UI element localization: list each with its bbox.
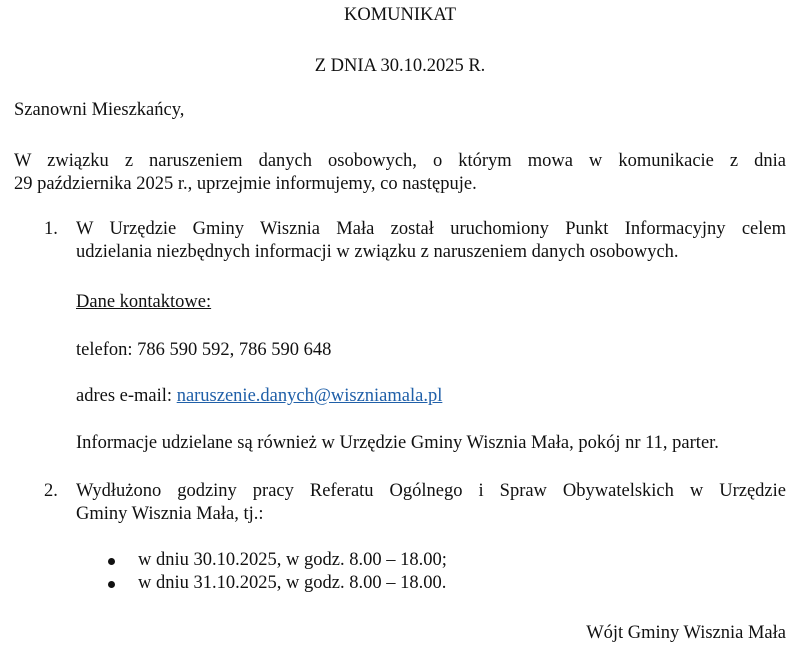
intro-line-2: 29 października 2025 r., uprzejmie informujemy, co następuje. bbox=[14, 174, 477, 194]
item-2-line-2: Gminy Wisznia Mała, tj.: bbox=[76, 504, 264, 524]
document-title: KOMUNIKAT bbox=[343, 5, 457, 25]
document-date: Z DNIA 30.10.2025 R. bbox=[314, 56, 486, 76]
intro-line-1: W związku z naruszeniem danych osobowych, o którym mowa w komunikacie z dnia bbox=[14, 151, 786, 171]
greeting: Szanowni Mieszkańcy, bbox=[14, 100, 185, 120]
contact-heading: Dane kontaktowe: bbox=[76, 292, 212, 312]
bullet-icon bbox=[108, 581, 115, 588]
item-1-line-1: W Urzędzie Gminy Wisznia Mała został uruchomiony Punkt Informacyjny celem bbox=[76, 219, 786, 239]
list-number-1: 1. bbox=[44, 219, 58, 239]
bullet-icon bbox=[108, 558, 115, 565]
info-line: Informacje udzielane są również w Urzędzie Gminy Wisznia Mała, pokój nr 11, parter. bbox=[76, 433, 719, 453]
item-1-line-2: udzielania niezbędnych informacji w związku z naruszeniem danych osobowych. bbox=[76, 242, 679, 262]
contact-email-row bbox=[76, 385, 442, 408]
list-number-2: 2. bbox=[44, 481, 58, 501]
email-link[interactable]: naruszenie.danych@wiszniamala.pl bbox=[176, 386, 443, 406]
item-2-line-1: Wydłużono godziny pracy Referatu Ogólnego i Spraw Obywatelskich w Urzędzie bbox=[76, 481, 786, 501]
signature: Wójt Gminy Wisznia Mała bbox=[586, 623, 786, 643]
bullet-item-2: w dniu 31.10.2025, w godz. 8.00 – 18.00. bbox=[138, 573, 447, 593]
email-label: adres e-mail: bbox=[76, 386, 177, 406]
contact-phone: telefon: 786 590 592, 786 590 648 bbox=[76, 340, 332, 360]
bullet-item-1: w dniu 30.10.2025, w godz. 8.00 – 18.00; bbox=[138, 550, 447, 570]
